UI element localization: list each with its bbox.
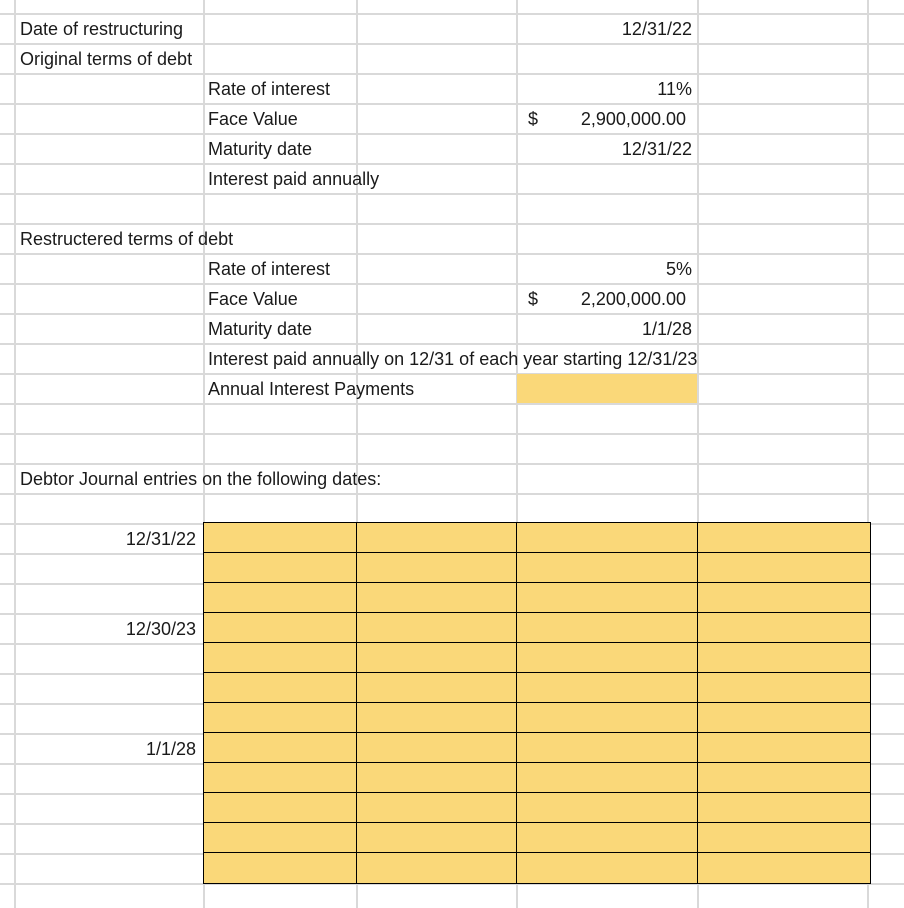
journal-entry-cell[interactable] xyxy=(356,762,518,794)
journal-entry-cell[interactable] xyxy=(697,732,871,764)
journal-entry-cell[interactable] xyxy=(203,672,358,704)
journal-entry-cell[interactable] xyxy=(203,642,358,674)
restructuring-label[interactable]: Date of restructuring xyxy=(20,19,184,39)
restructuring-date[interactable]: 12/31/22 xyxy=(621,19,692,39)
journal-entry-cell[interactable] xyxy=(356,792,518,824)
journal-entry-cell[interactable] xyxy=(356,822,518,854)
original-face-label[interactable]: Face Value xyxy=(208,109,298,129)
restructured-interest-note[interactable]: Interest paid annually on 12/31 of each year starting 12/31/23 xyxy=(208,349,698,369)
journal-entry-cell[interactable] xyxy=(697,822,871,854)
restructured-rate-value[interactable]: 5% xyxy=(665,259,692,279)
journal-entry-cell[interactable] xyxy=(203,702,358,734)
journal-date-2[interactable]: 12/30/23 xyxy=(125,619,196,639)
grid-row-line xyxy=(0,313,904,315)
journal-entry-cell[interactable] xyxy=(697,612,871,644)
journal-entry-cell[interactable] xyxy=(356,612,518,644)
journal-entry-cell[interactable] xyxy=(697,792,871,824)
journal-entry-cell[interactable] xyxy=(356,672,518,704)
journal-entry-cell[interactable] xyxy=(697,642,871,674)
journal-entry-cell[interactable] xyxy=(516,522,699,554)
grid-row-line xyxy=(0,193,904,195)
journal-date-3[interactable]: 1/1/28 xyxy=(145,739,196,759)
restructured-face-amount: 2,200,000.00 xyxy=(580,289,686,309)
annual-payments-label[interactable]: Annual Interest Payments xyxy=(208,379,415,399)
journal-entry-cell[interactable] xyxy=(516,642,699,674)
journal-entry-cell[interactable] xyxy=(697,852,871,884)
journal-entry-cell[interactable] xyxy=(356,642,518,674)
original-face-amount: 2,900,000.00 xyxy=(580,109,686,129)
restructured-face-value[interactable] xyxy=(528,284,686,314)
grid-column-line xyxy=(14,0,16,908)
grid-row-line xyxy=(0,133,904,135)
journal-entry-cell[interactable] xyxy=(203,612,358,644)
journal-entry-cell[interactable] xyxy=(203,552,358,584)
journal-entry-cell[interactable] xyxy=(697,702,871,734)
journal-entry-cell[interactable] xyxy=(516,762,699,794)
original-rate-value[interactable]: 11% xyxy=(657,79,692,99)
original-maturity-value[interactable]: 12/31/22 xyxy=(621,139,692,159)
restructured-maturity-label[interactable]: Maturity date xyxy=(208,319,313,339)
journal-entry-cell[interactable] xyxy=(203,732,358,764)
journal-entry-cell[interactable] xyxy=(203,762,358,794)
journal-entry-cell[interactable] xyxy=(516,852,699,884)
journal-entry-cell[interactable] xyxy=(516,702,699,734)
journal-heading[interactable]: Debtor Journal entries on the following dates: xyxy=(20,469,382,489)
grid-row-line xyxy=(0,433,904,435)
journal-entry-cell[interactable] xyxy=(516,822,699,854)
restructured-terms-label[interactable]: Restructered terms of debt xyxy=(20,229,234,249)
journal-entry-cell[interactable] xyxy=(516,792,699,824)
original-face-value[interactable] xyxy=(528,104,686,134)
journal-entry-cell[interactable] xyxy=(697,672,871,704)
journal-entry-cell[interactable] xyxy=(516,552,699,584)
journal-entry-cell[interactable] xyxy=(356,582,518,614)
journal-entry-cell[interactable] xyxy=(356,732,518,764)
grid-row-line xyxy=(0,283,904,285)
journal-entry-cell[interactable] xyxy=(203,822,358,854)
journal-entry-cell[interactable] xyxy=(516,612,699,644)
journal-entry-cell[interactable] xyxy=(516,732,699,764)
journal-entry-cell[interactable] xyxy=(203,792,358,824)
restructured-rate-label[interactable]: Rate of interest xyxy=(208,259,331,279)
journal-entry-cell[interactable] xyxy=(356,852,518,884)
journal-entry-cell[interactable] xyxy=(203,522,358,554)
journal-entry-cell[interactable] xyxy=(203,852,358,884)
original-interest-note[interactable]: Interest paid annually xyxy=(208,169,380,189)
original-rate-label[interactable]: Rate of interest xyxy=(208,79,331,99)
original-face-currency: $ xyxy=(528,109,539,129)
journal-entry-cell[interactable] xyxy=(203,582,358,614)
grid-row-line xyxy=(0,163,904,165)
journal-entry-cell[interactable] xyxy=(697,582,871,614)
restructured-face-label[interactable]: Face Value xyxy=(208,289,298,309)
restructured-face-currency: $ xyxy=(528,289,539,309)
journal-entry-cell[interactable] xyxy=(356,702,518,734)
grid-row-line xyxy=(0,103,904,105)
journal-entry-cell[interactable] xyxy=(356,552,518,584)
original-maturity-label[interactable]: Maturity date xyxy=(208,139,313,159)
journal-date-1[interactable]: 12/31/22 xyxy=(125,529,196,549)
journal-entry-cell[interactable] xyxy=(697,762,871,794)
restructured-maturity-value[interactable]: 1/1/28 xyxy=(641,319,692,339)
original-terms-label[interactable]: Original terms of debt xyxy=(20,49,193,69)
journal-entry-cell[interactable] xyxy=(516,672,699,704)
journal-entry-cell[interactable] xyxy=(697,522,871,554)
journal-entry-cell[interactable] xyxy=(697,552,871,584)
journal-entry-cell[interactable] xyxy=(516,582,699,614)
annual-payments-value[interactable] xyxy=(519,374,692,404)
journal-entry-cell[interactable] xyxy=(356,522,518,554)
grid-row-line xyxy=(0,403,904,405)
